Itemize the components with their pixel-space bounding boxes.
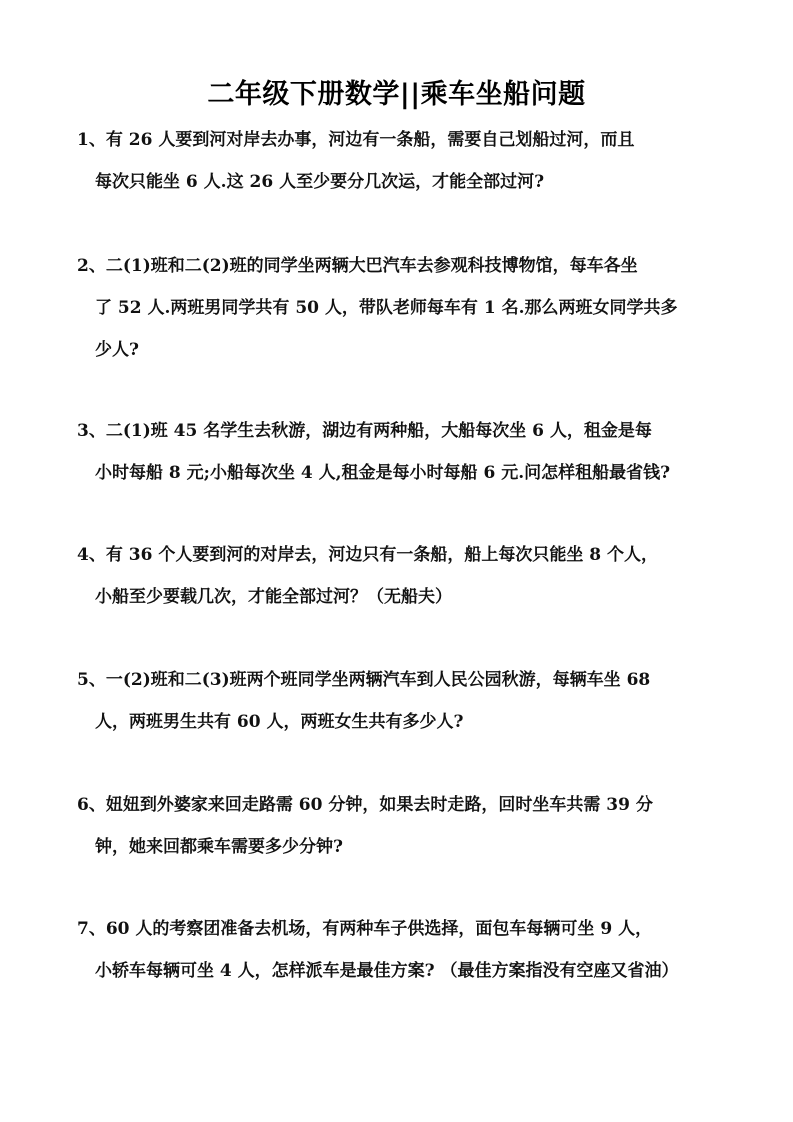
question-line: 1、有 26 人要到河对岸去办事，河边有一条船，需要自己划船过河，而且 xyxy=(77,130,635,150)
question-line: 少人? xyxy=(95,340,139,360)
page-title: 二年级下册数学||乘车坐船问题 xyxy=(207,79,586,110)
question-line: 小轿车每辆可坐 4 人，怎样派车是最佳方案? （最佳方案指没有空座又省油） xyxy=(95,961,679,981)
question-line: 3、二(1)班 45 名学生去秋游，湖边有两种船，大船每次坐 6 人，租金是每 xyxy=(77,421,652,441)
question-line: 每次只能坐 6 人.这 26 人至少要分几次运，才能全部过河? xyxy=(95,172,545,192)
question-line: 小船至少要载几次，才能全部过河？（无船夫） xyxy=(95,587,452,607)
question-line: 了 52 人.两班男同学共有 50 人，带队老师每车有 1 名.那么两班女同学共多 xyxy=(95,298,678,318)
question-line: 2、二(1)班和二(2)班的同学坐两辆大巴汽车去参观科技博物馆，每车各坐 xyxy=(77,256,638,276)
question-line: 小时每船 8 元;小船每次坐 4 人,租金是每小时每船 6 元.问怎样租船最省钱? xyxy=(95,463,671,483)
question-line: 6、妞妞到外婆家来回走路需 60 分钟，如果去时走路，回时坐车共需 39 分 xyxy=(77,795,653,815)
question-line: 钟，她来回都乘车需要多少分钟? xyxy=(95,837,343,857)
question-line: 4、有 36 个人要到河的对岸去，河边只有一条船，船上每次只能坐 8 个人， xyxy=(77,545,658,565)
question-line: 人，两班男生共有 60 人，两班女生共有多少人? xyxy=(95,712,464,732)
question-line: 5、一(2)班和二(3)班两个班同学坐两辆汽车到人民公园秋游，每辆车坐 68 xyxy=(77,670,651,690)
question-line: 7、60 人的考察团准备去机场，有两种车子供选择，面包车每辆可坐 9 人， xyxy=(77,919,653,939)
